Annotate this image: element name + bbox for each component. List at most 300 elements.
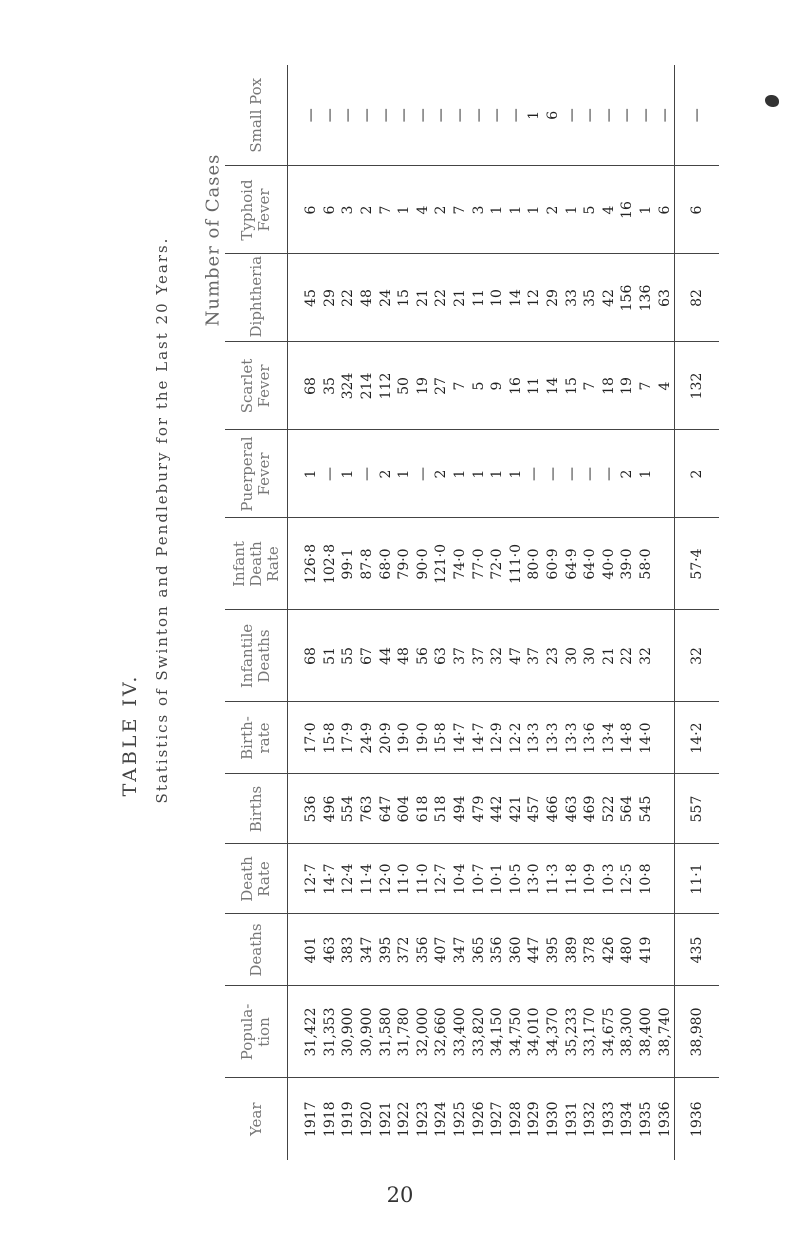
- table-cell: 1919: [339, 1078, 358, 1160]
- table-cell: 11·0: [395, 844, 414, 914]
- table-cell: 32: [637, 610, 656, 702]
- table-cell: —: [359, 108, 376, 123]
- table-cell: 16: [618, 166, 637, 254]
- table-cell: 33: [562, 254, 581, 342]
- table-cell: 38,980: [674, 986, 719, 1078]
- table-cell: 24·9: [358, 702, 377, 774]
- table-cell: 360: [507, 914, 526, 986]
- table-cell: 11·8: [562, 844, 581, 914]
- table-cell: —: [358, 430, 377, 518]
- table-cell: 2: [432, 166, 451, 254]
- table-cell: 45: [302, 254, 321, 342]
- table-cell: —: [470, 108, 487, 123]
- table-cell: 1: [507, 430, 526, 518]
- table-cell: [655, 610, 674, 702]
- final-row: [674, 65, 719, 1160]
- table-cell: 365: [469, 914, 488, 986]
- table-cell: 4: [655, 342, 674, 430]
- table-cell: 47: [507, 610, 526, 702]
- table-cell: 1: [526, 110, 543, 120]
- table-cell: 57·4: [674, 518, 719, 610]
- page-number: 20: [386, 1183, 414, 1207]
- column-header: Small Pox: [225, 65, 288, 166]
- table-cell: 1918: [321, 1078, 340, 1160]
- table-cell: 22: [618, 610, 637, 702]
- table-cell: 14: [544, 342, 563, 430]
- table-cell: 463: [321, 914, 340, 986]
- table-cell: 12·0: [376, 844, 395, 914]
- table-cell: 35: [581, 254, 600, 342]
- table-cell: 68: [302, 342, 321, 430]
- table-cell: 1926: [469, 1078, 488, 1160]
- table-cell: 1934: [618, 1078, 637, 1160]
- table-cell: 466: [544, 774, 563, 844]
- table-cell: [655, 702, 674, 774]
- table-cell: 44: [376, 610, 395, 702]
- table-cell: 1: [395, 430, 414, 518]
- table-row: [637, 65, 656, 1160]
- table-cell: 32: [488, 610, 507, 702]
- table-cell: 112: [376, 342, 395, 430]
- table-cell: —: [321, 430, 340, 518]
- table-cell: 10·7: [469, 844, 488, 914]
- number-of-cases-header: Number of Cases: [202, 153, 224, 327]
- table-cell: 17·9: [339, 702, 358, 774]
- table-cell: 37: [451, 610, 470, 702]
- table-cell: 356: [488, 914, 507, 986]
- column-header: Infant Death Rate: [225, 518, 288, 610]
- table-cell: —: [656, 108, 673, 123]
- table-cell: 554: [339, 774, 358, 844]
- table-cell: 38,400: [637, 986, 656, 1078]
- table-row: [544, 65, 563, 1160]
- table-cell: 136: [637, 254, 656, 342]
- table-cell: 11·4: [358, 844, 377, 914]
- table-cell: —: [581, 430, 600, 518]
- table-cell: 372: [395, 914, 414, 986]
- table-cell: 1932: [581, 1078, 600, 1160]
- table-cell: 33,820: [469, 986, 488, 1078]
- table-cell: 156: [618, 254, 637, 342]
- table-cell: 10·5: [507, 844, 526, 914]
- table-cell: 50: [395, 342, 414, 430]
- table-row: [488, 65, 507, 1160]
- table-cell: 64·0: [581, 518, 600, 610]
- table-cell: 11: [525, 342, 544, 430]
- table-cell: 29: [544, 254, 563, 342]
- table-cell: —: [619, 108, 636, 123]
- table-row: [339, 65, 358, 1160]
- table-cell: 20·9: [376, 702, 395, 774]
- table-cell: 29: [321, 254, 340, 342]
- table-cell: 126·8: [302, 518, 321, 610]
- table-cell: 16: [507, 342, 526, 430]
- table-cell: —: [396, 108, 413, 123]
- table-cell: 13·3: [562, 702, 581, 774]
- table-cell: 545: [637, 774, 656, 844]
- table-cell: 40·0: [600, 518, 619, 610]
- table-cell: 60·9: [544, 518, 563, 610]
- table-cell: 419: [637, 914, 656, 986]
- table-cell: 22: [432, 254, 451, 342]
- table-cell: 347: [358, 914, 377, 986]
- table-cell: 11·3: [544, 844, 563, 914]
- table-cell: 1: [507, 166, 526, 254]
- table-cell: 12·7: [302, 844, 321, 914]
- table-cell: 10·8: [637, 844, 656, 914]
- table-cell: 3: [469, 166, 488, 254]
- table-row: [525, 65, 544, 1160]
- table-cell: 80·0: [525, 518, 544, 610]
- table-cell: 31,780: [395, 986, 414, 1078]
- table-cell: 121·0: [432, 518, 451, 610]
- table-row: [432, 65, 451, 1160]
- table-cell: 34,675: [600, 986, 619, 1078]
- table-cell: —: [489, 108, 506, 123]
- table-cell: 14·7: [321, 844, 340, 914]
- table-cell: 30,900: [358, 986, 377, 1078]
- table-cell: 1929: [525, 1078, 544, 1160]
- table-cell: 21: [600, 610, 619, 702]
- table-cell: 10·4: [451, 844, 470, 914]
- table-cell: 421: [507, 774, 526, 844]
- table-cell: 604: [395, 774, 414, 844]
- table-cell: 31,353: [321, 986, 340, 1078]
- table-cell: 1: [488, 430, 507, 518]
- table-cell: —: [452, 108, 469, 123]
- table-cell: 1936: [674, 1078, 719, 1160]
- table-cell: 1925: [451, 1078, 470, 1160]
- table-cell: 494: [451, 774, 470, 844]
- table-cell: 30: [562, 610, 581, 702]
- table-cell: 1920: [358, 1078, 377, 1160]
- table-row: [600, 65, 619, 1160]
- table-cell: 23: [544, 610, 563, 702]
- table-cell: [655, 430, 674, 518]
- table-cell: —: [637, 108, 654, 123]
- table-cell: 480: [618, 914, 637, 986]
- table-cell: 10·3: [600, 844, 619, 914]
- spacer-row: [288, 65, 303, 1160]
- table-cell: 30,900: [339, 986, 358, 1078]
- table-cell: 11·1: [674, 844, 719, 914]
- table-cell: 55: [339, 610, 358, 702]
- table-cell: 63: [655, 254, 674, 342]
- table-cell: 435: [674, 914, 719, 986]
- table-cell: 407: [432, 914, 451, 986]
- column-header: Births: [225, 774, 288, 844]
- table-cell: 34,010: [525, 986, 544, 1078]
- table-cell: 12·7: [432, 844, 451, 914]
- table-cell: —: [340, 108, 357, 123]
- table-cell: 1923: [414, 1078, 433, 1160]
- table-cell: 38,740: [655, 986, 674, 1078]
- table-cell: 87·8: [358, 518, 377, 610]
- table-cell: 48: [358, 254, 377, 342]
- table-cell: 132: [674, 342, 719, 430]
- table-cell: 324: [339, 342, 358, 430]
- table-cell: 1: [469, 430, 488, 518]
- table-cell: 1931: [562, 1078, 581, 1160]
- table-cell: 14·7: [451, 702, 470, 774]
- table-cell: 12·4: [339, 844, 358, 914]
- table-cell: 383: [339, 914, 358, 986]
- table-cell: 31,580: [376, 986, 395, 1078]
- table-cell: 426: [600, 914, 619, 986]
- column-header: Puerperal Fever: [225, 430, 288, 518]
- table-cell: 14·0: [637, 702, 656, 774]
- table-cell: —: [600, 430, 619, 518]
- table-cell: —: [544, 430, 563, 518]
- table-cell: 68: [302, 610, 321, 702]
- table-cell: 63: [432, 610, 451, 702]
- table-cell: 82: [674, 254, 719, 342]
- table-cell: 15·8: [321, 702, 340, 774]
- table-cell: 214: [358, 342, 377, 430]
- table-cell: 618: [414, 774, 433, 844]
- table-cell: 1935: [637, 1078, 656, 1160]
- table-cell: 90·0: [414, 518, 433, 610]
- table-cell: —: [433, 108, 450, 123]
- table-cell: 27: [432, 342, 451, 430]
- table-cell: 102·8: [321, 518, 340, 610]
- table-cell: 447: [525, 914, 544, 986]
- table-cell: 13·3: [525, 702, 544, 774]
- table-cell: 442: [488, 774, 507, 844]
- table-row: [581, 65, 600, 1160]
- ink-speck: [765, 95, 779, 107]
- table-cell: [655, 914, 674, 986]
- column-header: Birth-rate: [225, 702, 288, 774]
- table-cell: 34,750: [507, 986, 526, 1078]
- table-cell: 356: [414, 914, 433, 986]
- table-cell: 2: [674, 430, 719, 518]
- table-cell: 389: [562, 914, 581, 986]
- table-row: [655, 65, 674, 1160]
- table-cell: 19: [414, 342, 433, 430]
- table-cell: 14·8: [618, 702, 637, 774]
- table-cell: 1917: [302, 1078, 321, 1160]
- table-cell: 522: [600, 774, 619, 844]
- table-cell: 518: [432, 774, 451, 844]
- table-cell: —: [562, 430, 581, 518]
- table-cell: 34,150: [488, 986, 507, 1078]
- table-cell: 13·3: [544, 702, 563, 774]
- table-cell: 39·0: [618, 518, 637, 610]
- table-cell: 10·9: [581, 844, 600, 914]
- table-cell: 18: [600, 342, 619, 430]
- table-cell: 395: [376, 914, 395, 986]
- table-row: [376, 65, 395, 1160]
- table-cell: 7: [581, 342, 600, 430]
- table-cell: 48: [395, 610, 414, 702]
- table-cell: 5: [469, 342, 488, 430]
- table-cell: 564: [618, 774, 637, 844]
- table-cell: 395: [544, 914, 563, 986]
- table-cell: —: [303, 108, 320, 123]
- table-cell: 37: [469, 610, 488, 702]
- table-cell: 32,000: [414, 986, 433, 1078]
- table-cell: 1927: [488, 1078, 507, 1160]
- table-cell: 1: [637, 430, 656, 518]
- table-cell: 1936: [655, 1078, 674, 1160]
- table-cell: 469: [581, 774, 600, 844]
- table-cell: 32: [674, 610, 719, 702]
- table-cell: 67: [358, 610, 377, 702]
- table-cell: 12·9: [488, 702, 507, 774]
- table-row: [618, 65, 637, 1160]
- table-cell: 58·0: [637, 518, 656, 610]
- statistics-table-container: [225, 77, 705, 1160]
- table-cell: 2: [618, 430, 637, 518]
- table-cell: —: [414, 108, 431, 123]
- table-cell: 557: [674, 774, 719, 844]
- table-cell: 35: [321, 342, 340, 430]
- table-cell: 1: [395, 166, 414, 254]
- table-cell: 15: [395, 254, 414, 342]
- table-cell: 647: [376, 774, 395, 844]
- table-cell: 12: [525, 254, 544, 342]
- table-cell: 33,400: [451, 986, 470, 1078]
- table-cell: 1: [637, 166, 656, 254]
- table-cell: 479: [469, 774, 488, 844]
- table-cell: 2: [432, 430, 451, 518]
- table-cell: 1922: [395, 1078, 414, 1160]
- table-cell: 11: [469, 254, 488, 342]
- table-cell: 6: [302, 166, 321, 254]
- table-cell: —: [321, 108, 338, 123]
- table-row: [562, 65, 581, 1160]
- table-cell: 9: [488, 342, 507, 430]
- table-cell: 34,370: [544, 986, 563, 1078]
- table-cell: 7: [376, 166, 395, 254]
- table-row: [414, 65, 433, 1160]
- table-cell: 33,170: [581, 986, 600, 1078]
- table-cell: 22: [339, 254, 358, 342]
- table-cell: 7: [451, 342, 470, 430]
- table-row: [358, 65, 377, 1160]
- table-cell: 2: [376, 430, 395, 518]
- table-cell: 32,660: [432, 986, 451, 1078]
- table-cell: 77·0: [469, 518, 488, 610]
- table-cell: 17·0: [302, 702, 321, 774]
- table-cell: 56: [414, 610, 433, 702]
- table-cell: 1924: [432, 1078, 451, 1160]
- column-header-row: [225, 65, 288, 1160]
- table-row: [507, 65, 526, 1160]
- table-cell: 15: [562, 342, 581, 430]
- table-subtitle: Statistics of Swinton and Pendlebury for the Last 20 Years.: [153, 236, 171, 804]
- table-cell: 111·0: [507, 518, 526, 610]
- table-cell: 763: [358, 774, 377, 844]
- table-cell: 378: [581, 914, 600, 986]
- table-cell: 496: [321, 774, 340, 844]
- table-cell: 31,422: [302, 986, 321, 1078]
- table-cell: —: [674, 65, 719, 166]
- column-header: Typhoid Fever: [225, 166, 288, 254]
- table-cell: 1921: [376, 1078, 395, 1160]
- table-cell: 14·7: [469, 702, 488, 774]
- table-cell: 15·8: [432, 702, 451, 774]
- column-header: Year: [225, 1078, 288, 1160]
- column-header: Death Rate: [225, 844, 288, 914]
- statistics-table: [225, 65, 719, 1160]
- table-row: [395, 65, 414, 1160]
- table-title: TABLE IV.: [119, 673, 141, 797]
- table-cell: [655, 844, 674, 914]
- table-cell: 79·0: [395, 518, 414, 610]
- table-cell: 10·1: [488, 844, 507, 914]
- table-cell: 536: [302, 774, 321, 844]
- table-cell: 457: [525, 774, 544, 844]
- table-cell: 19·0: [395, 702, 414, 774]
- table-cell: —: [414, 430, 433, 518]
- table-cell: 13·4: [600, 702, 619, 774]
- table-cell: 6: [321, 166, 340, 254]
- table-cell: 1: [488, 166, 507, 254]
- table-cell: 1: [302, 430, 321, 518]
- table-cell: 35,233: [562, 986, 581, 1078]
- table-cell: 74·0: [451, 518, 470, 610]
- table-cell: 51: [321, 610, 340, 702]
- table-row: [321, 65, 340, 1160]
- table-cell: —: [600, 108, 617, 123]
- table-cell: 1: [339, 430, 358, 518]
- table-cell: 2: [544, 166, 563, 254]
- table-cell: 5: [581, 166, 600, 254]
- table-cell: 4: [414, 166, 433, 254]
- table-cell: 1: [562, 166, 581, 254]
- column-header: Infantile Deaths: [225, 610, 288, 702]
- table-cell: 68·0: [376, 518, 395, 610]
- table-cell: 21: [451, 254, 470, 342]
- table-cell: [655, 774, 674, 844]
- table-cell: 3: [339, 166, 358, 254]
- table-cell: 347: [451, 914, 470, 986]
- table-cell: 1928: [507, 1078, 526, 1160]
- table-cell: —: [563, 108, 580, 123]
- table-cell: 13·6: [581, 702, 600, 774]
- table-cell: 463: [562, 774, 581, 844]
- table-cell: 72·0: [488, 518, 507, 610]
- table-cell: 6: [674, 166, 719, 254]
- table-cell: 14: [507, 254, 526, 342]
- table-cell: —: [525, 430, 544, 518]
- table-cell: 1: [451, 430, 470, 518]
- table-cell: 4: [600, 166, 619, 254]
- column-header: Popula-tion: [225, 986, 288, 1078]
- table-cell: 1: [525, 166, 544, 254]
- table-cell: 24: [376, 254, 395, 342]
- table-row: [302, 65, 321, 1160]
- table-cell: 38,300: [618, 986, 637, 1078]
- table-cell: —: [507, 108, 524, 123]
- table-cell: 14·2: [674, 702, 719, 774]
- table-cell: 37: [525, 610, 544, 702]
- table-cell: 64·9: [562, 518, 581, 610]
- table-cell: 7: [637, 342, 656, 430]
- table-cell: 6: [545, 110, 562, 120]
- column-header: Diphtheria: [225, 254, 288, 342]
- table-cell: 10: [488, 254, 507, 342]
- table-cell: 99·1: [339, 518, 358, 610]
- column-header: Scarlet Fever: [225, 342, 288, 430]
- table-cell: 2: [358, 166, 377, 254]
- table-cell: 401: [302, 914, 321, 986]
- table-cell: 7: [451, 166, 470, 254]
- table-cell: [655, 518, 674, 610]
- table-row: [469, 65, 488, 1160]
